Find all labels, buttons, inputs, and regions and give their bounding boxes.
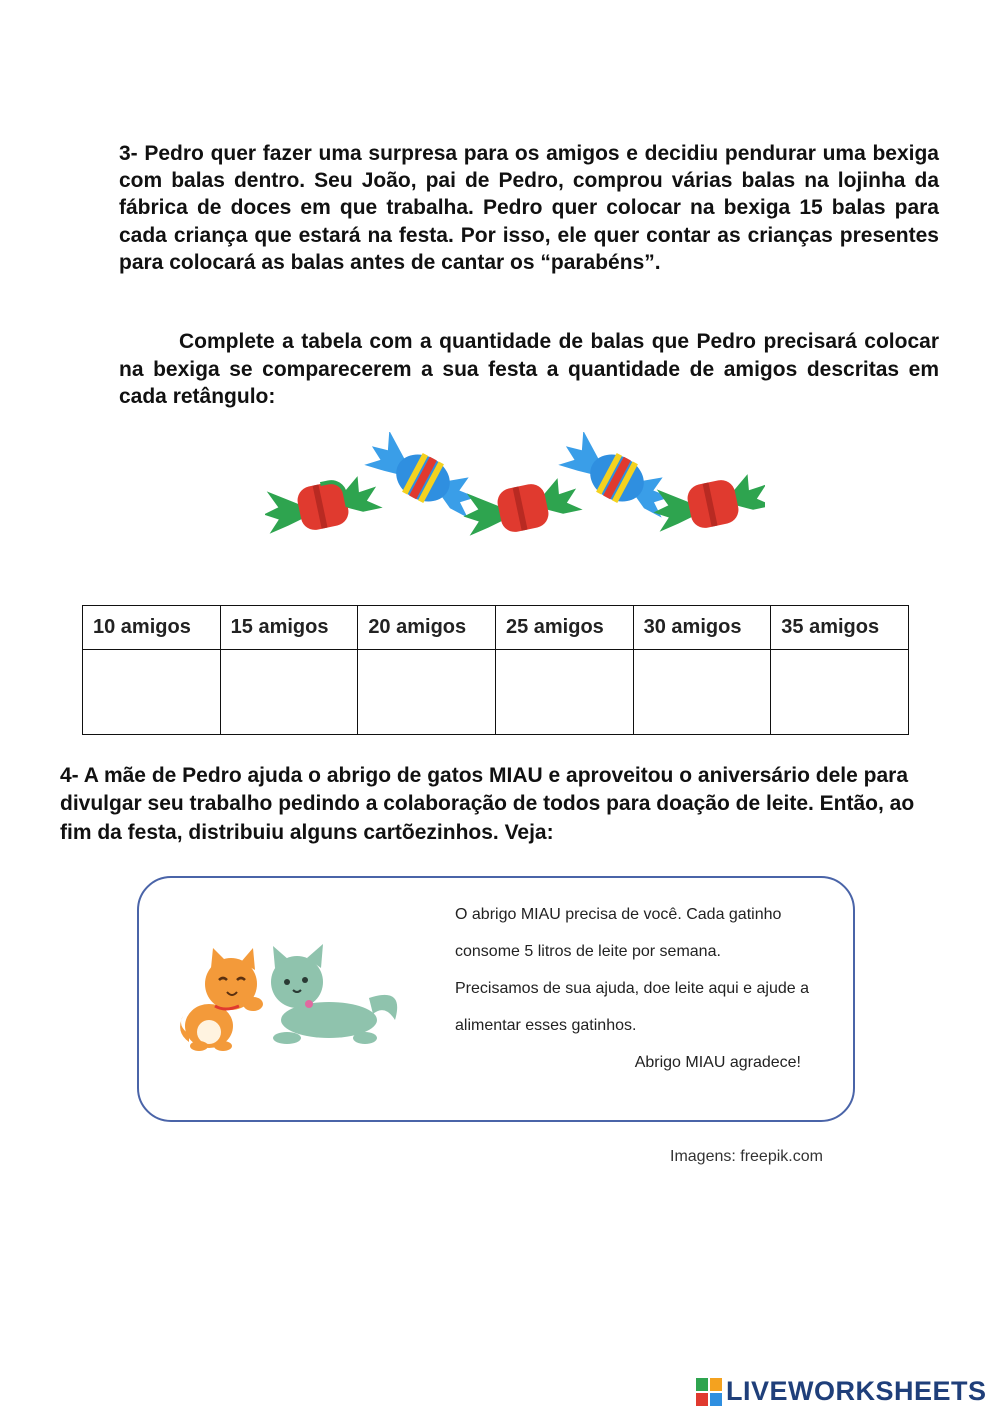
answer-input-30-friends[interactable] (634, 650, 771, 734)
candy-icon (360, 432, 487, 525)
table-header-cell: 20 amigos (358, 606, 496, 650)
card-signature: Abrigo MIAU agradece! (634, 1054, 801, 1071)
answer-input-35-friends[interactable] (771, 650, 908, 734)
answer-cell-wrapper (83, 650, 221, 735)
answer-input-15-friends[interactable] (221, 650, 358, 734)
liveworksheets-wordmark: LIVEWORKSHEETS (726, 1376, 987, 1406)
answer-input-25-friends[interactable] (496, 650, 633, 734)
candy-icon (459, 471, 584, 542)
answer-input-20-friends[interactable] (358, 650, 495, 734)
table-header-cell: 35 amigos (771, 606, 909, 650)
question-3-text: 3- Pedro quer fazer uma surpresa para os amigos e decidiu pendurar uma bexiga com balas dentro. Seu João, pai de Pedro, comprou várias balas na lojinha da fábrica de doces em que trabalha. Pedro quer colocar na bexiga 15 balas para cada criança que estará na festa. Por isso, ele quer contar as crianças presentes para colocará as balas antes de cantar os “parabéns”. (119, 142, 939, 274)
candies-illustration (265, 432, 765, 552)
answer-input-10-friends[interactable] (83, 650, 220, 734)
question-4-text: 4- A mãe de Pedro ajuda o abrigo de gatos MIAU e aproveitou o aniversário dele para divulgar seu trabalho pedindo a colaboração de todos para doação de leite. Então, ao fim da festa, distribuiu alguns cartõezinhos. Veja: (60, 764, 915, 844)
green-cat-icon (271, 944, 397, 1044)
image-credits: Imagens: freepik.com (670, 1148, 823, 1165)
friends-table (82, 605, 909, 735)
table-header-row (83, 606, 909, 650)
table-header-cell: 15 amigos (220, 606, 358, 650)
answer-cell-wrapper (633, 650, 771, 735)
orange-cat-icon (180, 948, 263, 1051)
candy-icon (649, 467, 765, 538)
miau-card (137, 876, 855, 1122)
cats-illustration (169, 938, 409, 1058)
card-paragraph-1: O abrigo MIAU precisa de você. Cada gatinho consome 5 litros de leite por semana. (455, 906, 782, 960)
answer-cell-wrapper (495, 650, 633, 735)
question-3-instruction: Complete a tabela com a quantidade de balas que Pedro precisará colocar na bexiga se comparecerem a sua festa a quantidade de amigos descritas em cada retângulo: (119, 330, 939, 409)
table-header-cell: 30 amigos (633, 606, 771, 650)
answer-cell-wrapper (771, 650, 909, 735)
table-header-cell: 25 amigos (495, 606, 633, 650)
answer-cell-wrapper (358, 650, 496, 735)
answer-cell-wrapper (220, 650, 358, 735)
card-paragraph-2: Precisamos de sua ajuda, doe leite aqui e ajude a alimentar esses gatinhos. (455, 980, 810, 1034)
card-message (455, 896, 815, 1081)
candy-icon (265, 469, 384, 540)
liveworksheets-logo (696, 1376, 987, 1407)
table-answer-row (83, 650, 909, 735)
liveworksheets-icon (696, 1378, 722, 1406)
table-header-cell: 10 amigos (83, 606, 221, 650)
